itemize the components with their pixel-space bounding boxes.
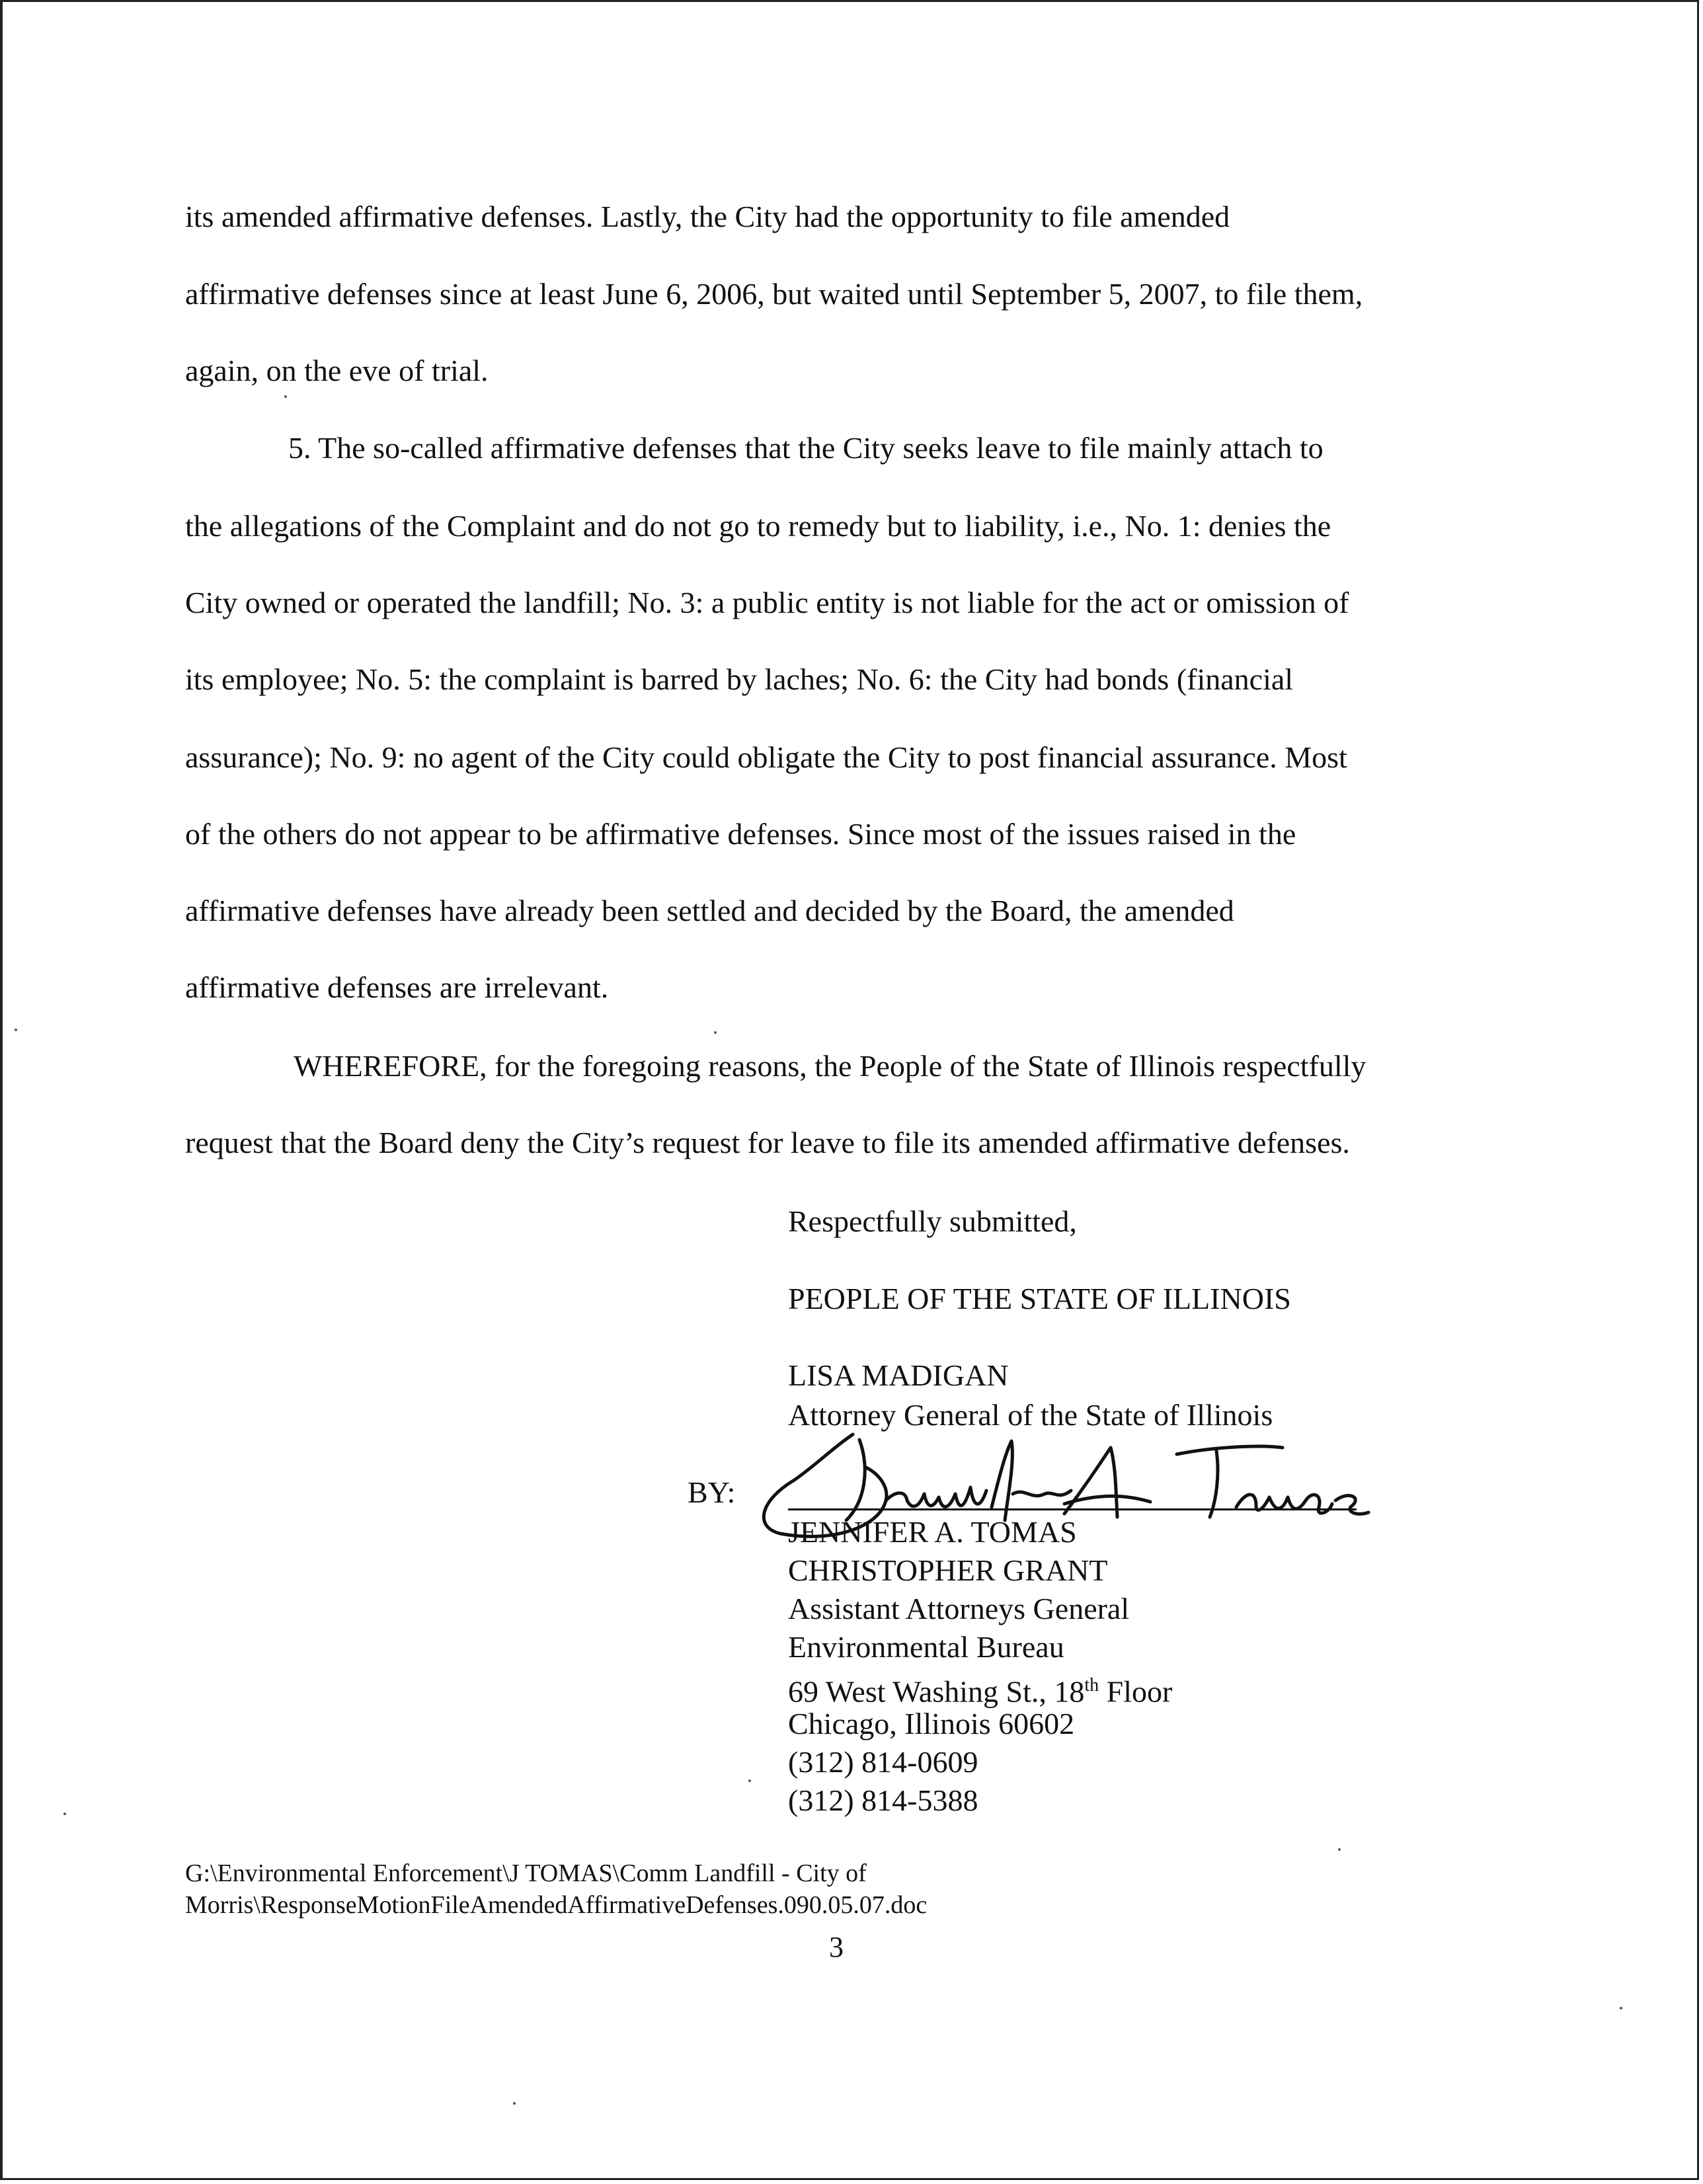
scan-speck [513,2102,516,2105]
scan-speck [63,1813,66,1815]
body-line-8: assurance); No. 9: no agent of the City could obligate the City to post financial assurance. Most [185,740,1347,774]
body-line-2: affirmative defenses since at least June 6, 2006, but waited until September 5, 2007, to file them, [185,277,1363,311]
scan-speck [748,1779,751,1782]
scan-speck [1620,2007,1622,2009]
by-label: BY: [688,1475,736,1509]
attorney-general-title: Attorney General of the State of Illinois [788,1398,1273,1432]
body-line-3: again, on the eve of trial. [185,354,489,387]
attorney-general-name: LISA MADIGAN [788,1358,1009,1392]
signer-title: Assistant Attorneys General [788,1592,1130,1625]
scan-speck [15,1029,17,1031]
address-street: 69 West Washing St., 18th Floor [788,1674,1173,1709]
paragraph-5-first-line: 5. The so-called affirmative defenses that the City seeks leave to file mainly attach to [288,431,1324,465]
file-path-line-1: G:\Environmental Enforcement\J TOMAS\Comm Landfill - City of [185,1859,867,1887]
body-line-11: affirmative defenses are irrelevant. [185,970,609,1004]
scan-speck [1338,1848,1341,1851]
body-line-1: its amended affirmative defenses. Lastly, the City had the opportunity to file amended [185,200,1230,233]
wherefore-line-1: WHEREFORE, for the foregoing reasons, the People of the State of Illinois respectfully [294,1049,1366,1083]
scan-speck [714,1031,717,1034]
scan-speck [284,395,287,398]
file-path-line-2: Morris\ResponseMotionFileAmendedAffirmativeDefenses.090.05.07.doc [185,1891,928,1919]
address-city: Chicago, Illinois 60602 [788,1707,1075,1740]
body-line-6: City owned or operated the landfill; No. 3: a public entity is not liable for the act or omission of [185,586,1349,619]
party-name: PEOPLE OF THE STATE OF ILLINOIS [788,1282,1291,1315]
body-line-7: its employee; No. 5: the complaint is barred by laches; No. 6: the City had bonds (financial [185,662,1294,696]
page-number: 3 [829,1931,844,1963]
signer-name-2: CHRISTOPHER GRANT [788,1553,1108,1587]
phone-2: (312) 814-5388 [788,1783,978,1817]
bureau: Environmental Bureau [788,1630,1064,1664]
body-line-10: affirmative defenses have already been settled and decided by the Board, the amended [185,894,1234,927]
phone-1: (312) 814-0609 [788,1745,978,1779]
body-line-5: the allegations of the Complaint and do not go to remedy but to liability, i.e., No. 1: denies the [185,509,1331,543]
body-line-9: of the others do not appear to be affirmative defenses. Since most of the issues raised in the [185,817,1296,851]
address-superscript: th [1084,1675,1099,1696]
signer-name-1: JENNIFER A. TOMAS [788,1515,1077,1549]
wherefore-line-2: request that the Board deny the City’s request for leave to file its amended affirmative defenses. [185,1126,1350,1159]
closing: Respectfully submitted, [788,1204,1077,1238]
